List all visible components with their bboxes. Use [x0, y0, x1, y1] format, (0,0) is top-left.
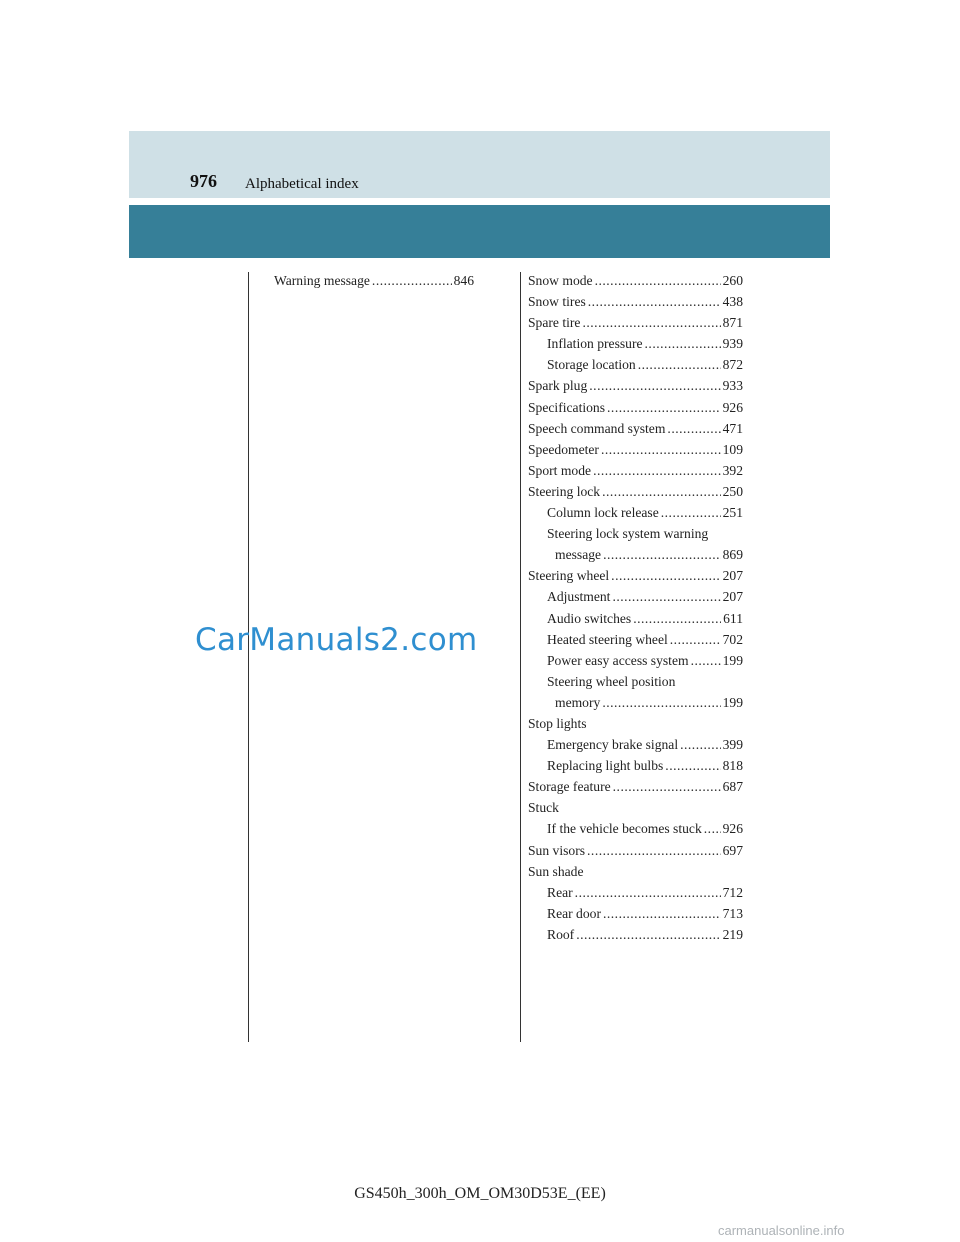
dot-leader — [613, 776, 721, 797]
index-entry-page: 392 — [722, 462, 743, 478]
footer-site-watermark[interactable]: carmanualsonline.info — [718, 1223, 845, 1238]
index-entry[interactable] — [528, 797, 743, 818]
index-entry[interactable] — [528, 882, 743, 903]
index-entry[interactable] — [528, 608, 743, 629]
index-entry-label: message — [555, 547, 602, 563]
index-entry-page: 926 — [722, 821, 743, 837]
index-entry[interactable] — [528, 755, 743, 776]
index-entry[interactable] — [528, 333, 743, 354]
index-entry[interactable] — [528, 903, 743, 924]
index-entry[interactable] — [528, 586, 743, 607]
index-entry-label: Rear — [547, 884, 573, 900]
index-entry[interactable] — [528, 523, 743, 544]
dot-leader — [593, 460, 721, 481]
index-entry-label: Power easy access system — [547, 652, 689, 668]
index-entry-page: 199 — [722, 652, 743, 668]
index-entry-label: Steering lock system warning — [547, 526, 709, 542]
index-entry-label: Roof — [547, 926, 575, 942]
dot-leader — [595, 270, 721, 291]
index-entry[interactable] — [528, 439, 743, 460]
section-title: Alphabetical index — [245, 176, 359, 192]
dot-leader — [638, 354, 721, 375]
footer-doc-code: GS450h_300h_OM_OM30D53E_(EE) — [354, 1185, 606, 1202]
dot-leader — [575, 882, 721, 903]
index-entry-page: 933 — [722, 378, 743, 394]
index-entry-page: 697 — [722, 842, 743, 858]
index-entry[interactable] — [528, 671, 743, 692]
dot-leader — [607, 397, 721, 418]
dot-leader — [587, 840, 721, 861]
index-entry[interactable] — [528, 734, 743, 755]
dot-leader — [665, 755, 720, 776]
dot-leader — [633, 608, 721, 629]
index-entry-label: Speedometer — [528, 441, 599, 457]
index-entry-label: Inflation pressure — [547, 336, 643, 352]
dot-leader — [661, 502, 721, 523]
index-column-left — [274, 270, 474, 291]
index-entry-page: 250 — [722, 483, 743, 499]
index-entry[interactable] — [528, 481, 743, 502]
dot-leader — [589, 375, 720, 396]
index-entry[interactable] — [274, 270, 474, 291]
index-entry-page: 399 — [722, 737, 743, 753]
index-entry-page: 712 — [722, 884, 743, 900]
watermark-logo[interactable]: CarManuals2.com — [195, 622, 478, 658]
index-entry-label: Steering wheel position — [547, 673, 676, 689]
index-entry-label: Specifications — [528, 399, 606, 415]
index-entry-page: 713 — [722, 905, 743, 921]
index-entry[interactable] — [528, 776, 743, 797]
index-entry-page: 687 — [722, 779, 743, 795]
index-entry-page: 611 — [723, 610, 743, 626]
index-entry[interactable] — [528, 460, 743, 481]
index-entry[interactable] — [528, 544, 743, 565]
section-tab-band — [129, 205, 830, 258]
index-entry[interactable] — [528, 312, 743, 333]
column-divider-right — [520, 272, 521, 1042]
dot-leader — [670, 629, 721, 650]
index-entry-label: If the vehicle becomes stuck — [547, 821, 702, 837]
index-entry[interactable] — [528, 565, 743, 586]
index-entry-label: Steering lock — [528, 483, 601, 499]
index-entry[interactable] — [528, 397, 743, 418]
page-number: 976 — [190, 171, 217, 191]
index-entry-label: Audio switches — [547, 610, 632, 626]
index-entry[interactable] — [528, 418, 743, 439]
index-entry[interactable] — [528, 840, 743, 861]
dot-leader — [582, 312, 720, 333]
index-entry[interactable] — [528, 818, 743, 839]
index-entry-label: Column lock release — [547, 505, 659, 521]
index-entry-label: Stuck — [528, 800, 559, 816]
index-entry[interactable] — [528, 692, 743, 713]
index-entry-label: Emergency brake signal — [547, 737, 679, 753]
dot-leader — [667, 418, 720, 439]
index-entry-label: Spark plug — [528, 378, 588, 394]
index-entry-label: Spare tire — [528, 315, 581, 331]
index-entry[interactable] — [528, 650, 743, 671]
dot-leader — [691, 650, 721, 671]
index-entry[interactable] — [528, 629, 743, 650]
index-entry-page: 702 — [722, 631, 743, 647]
dot-leader — [680, 734, 721, 755]
index-entry-page: 199 — [722, 694, 743, 710]
index-entry-label: Snow tires — [528, 294, 586, 310]
index-entry[interactable] — [528, 713, 743, 734]
index-entry-page: 251 — [722, 505, 743, 521]
dot-leader — [611, 565, 720, 586]
index-entry-label: Snow mode — [528, 273, 593, 288]
dot-leader — [602, 481, 721, 502]
index-entry-page: 471 — [722, 420, 743, 436]
header-band — [129, 131, 830, 198]
dot-leader — [588, 291, 721, 312]
index-entry-label: Adjustment — [547, 589, 611, 605]
index-entry[interactable] — [528, 291, 743, 312]
index-entry-page: 438 — [722, 294, 743, 310]
index-entry[interactable] — [528, 354, 743, 375]
index-entry[interactable] — [528, 861, 743, 882]
dot-leader — [645, 333, 721, 354]
index-entry[interactable] — [528, 270, 743, 291]
dot-leader — [601, 439, 721, 460]
index-entry-label: Heated steering wheel — [547, 631, 668, 647]
index-entry-label: Steering wheel — [528, 568, 610, 584]
index-entry-page: 939 — [722, 336, 743, 352]
dot-leader — [372, 270, 452, 291]
index-entry-label: Sun visors — [528, 842, 586, 858]
index-entry-page: 219 — [722, 926, 743, 942]
index-entry-label: Sport mode — [528, 462, 592, 478]
index-entry-label: Storage feature — [528, 779, 611, 795]
index-entry-page: 109 — [722, 441, 743, 457]
dot-leader — [704, 818, 721, 839]
index-entry[interactable] — [528, 924, 743, 945]
index-entry-label: Warning message — [274, 273, 370, 288]
index-entry-page: 872 — [722, 357, 743, 373]
index-entry-label: memory — [555, 694, 601, 710]
index-entry-page: 207 — [722, 568, 743, 584]
index-entry-page: 871 — [722, 315, 743, 331]
dot-leader — [612, 586, 720, 607]
index-entry-label: Stop lights — [528, 715, 587, 731]
index-entry-label: Speech command system — [528, 420, 666, 436]
index-entry[interactable] — [528, 502, 743, 523]
dot-leader — [603, 544, 721, 565]
index-entry-label: Rear door — [547, 905, 601, 921]
index-entry-page: 869 — [722, 547, 743, 563]
index-column-right — [528, 270, 743, 945]
index-entry-page: 818 — [722, 758, 743, 774]
dot-leader — [602, 692, 720, 713]
dot-leader — [603, 903, 721, 924]
dot-leader — [576, 924, 720, 945]
index-entry-label: Storage location — [547, 357, 636, 373]
index-entry-page: 926 — [722, 399, 743, 415]
index-entry-label: Sun shade — [528, 863, 584, 879]
index-entry-page: 846 — [453, 273, 474, 288]
index-entry[interactable] — [528, 375, 743, 396]
index-entry-page: 260 — [722, 273, 743, 288]
index-entry-page: 207 — [722, 589, 743, 605]
index-entry-label: Replacing light bulbs — [547, 758, 664, 774]
